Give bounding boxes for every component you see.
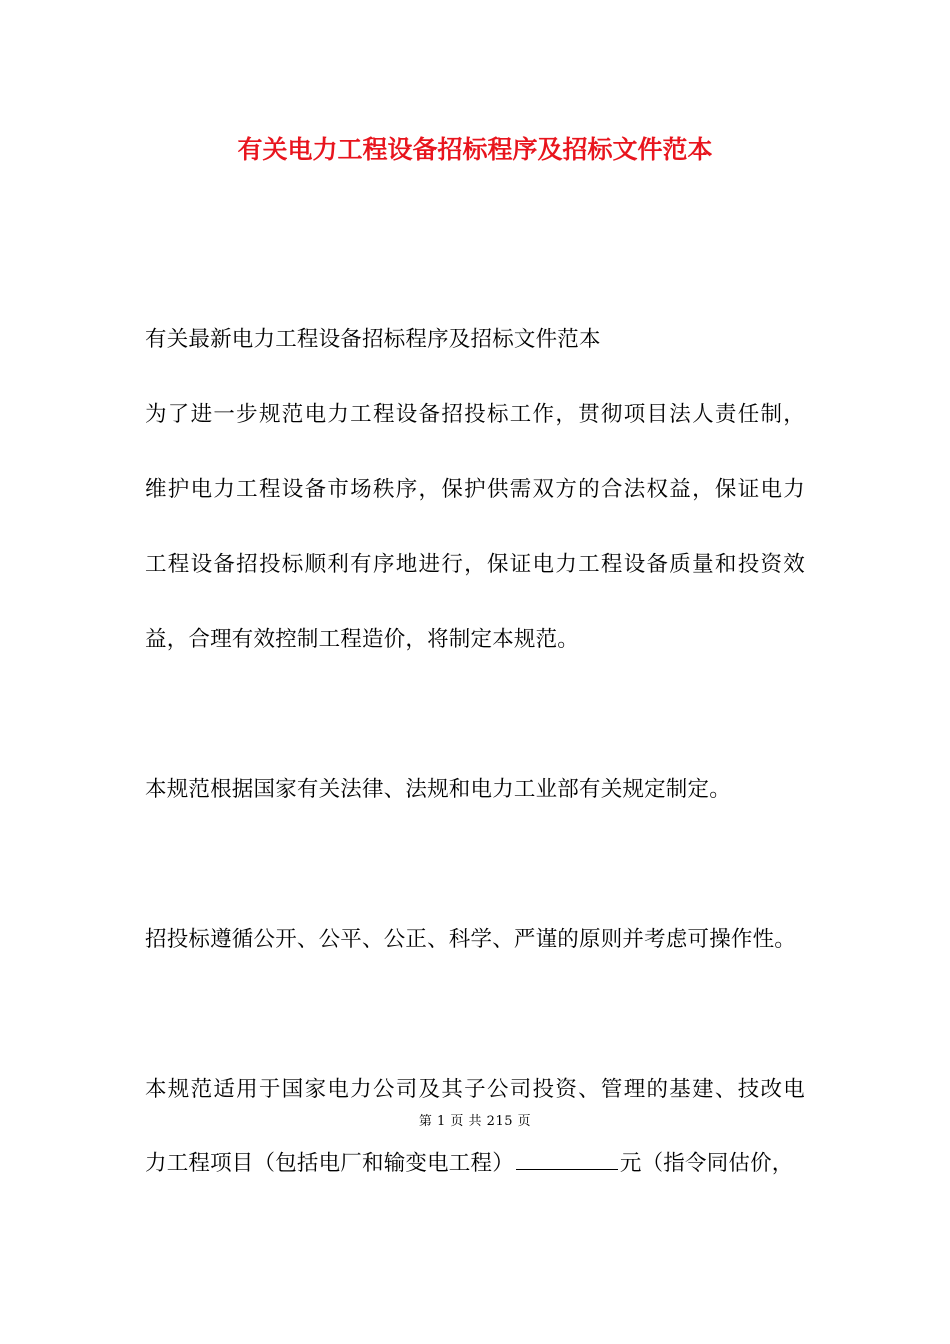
- paragraph-1-line-1: 为了进一步规范电力工程设备招投标工作，贯彻项目法人责任制，: [145, 402, 805, 427]
- paragraph-1-line-3: 工程设备招投标顺利有序地进行，保证电力工程设备质量和投资效: [145, 552, 805, 577]
- paragraph-3: 招投标遵循公开、公平、公正、科学、严谨的原则并考虑可操作性。: [145, 927, 797, 952]
- paragraph-4-line-2-text-start: 力工程项目（包括电厂和输变电工程）: [145, 1151, 514, 1176]
- paragraph-4-line-1: 本规范适用于国家电力公司及其子公司投资、管理的基建、技改电: [145, 1077, 805, 1102]
- paragraph-4-line-2: [145, 1147, 794, 1179]
- paragraph-1-line-2: 维护电力工程设备市场秩序，保护供需双方的合法权益，保证电力: [145, 477, 805, 502]
- paragraph-2: 本规范根据国家有关法律、法规和电力工业部有关规定制定。: [145, 777, 731, 802]
- paragraph-4-line-2-text-end: 元（指令同估价，: [619, 1151, 794, 1176]
- page-title: 有关电力工程设备招标程序及招标文件范本: [237, 135, 713, 164]
- fill-in-blank: [516, 1147, 618, 1170]
- page-footer: 第 1 页 共 215 页: [418, 1114, 532, 1129]
- document-subtitle: 有关最新电力工程设备招标程序及招标文件范本: [145, 327, 601, 352]
- paragraph-1-line-4: 益，合理有效控制工程造价，将制定本规范。: [145, 627, 580, 652]
